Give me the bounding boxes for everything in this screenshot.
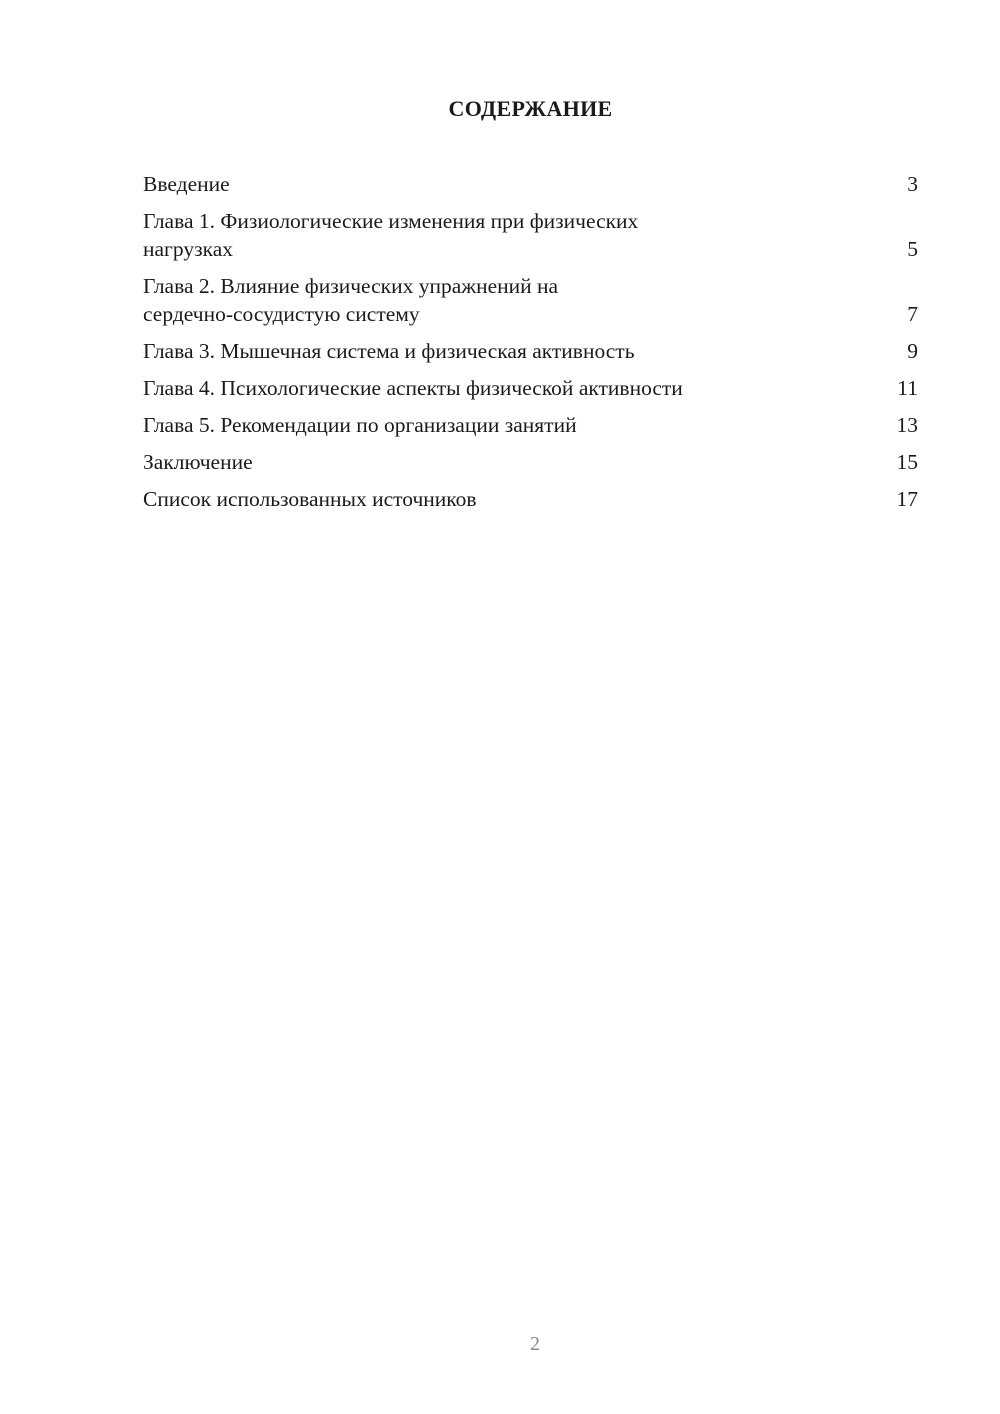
toc-entry-text — [143, 485, 888, 513]
toc-entry-line: Глава 4. Психологические аспекты физической активности — [143, 376, 683, 400]
toc-entry-line: нагрузках — [143, 237, 233, 261]
toc-entry-chapter-5 — [143, 411, 918, 439]
toc-entry-line: Глава 1. Физиологические изменения при физических — [143, 209, 639, 233]
toc-entry-text — [143, 411, 888, 439]
toc-entry-references — [143, 485, 918, 513]
toc-entry-introduction — [143, 170, 918, 198]
toc-entry-chapter-4 — [143, 374, 918, 402]
page-title: СОДЕРЖАНИЕ — [448, 96, 613, 121]
toc-entry-line: сердечно-сосудистую систему — [143, 302, 420, 326]
toc-entry-text — [143, 374, 888, 402]
toc-entry-page: 9 — [907, 339, 918, 363]
toc-entry-line: Список использованных источников — [143, 487, 477, 511]
toc-entry-line: Заключение — [143, 450, 253, 474]
page-number: 2 — [530, 1333, 540, 1355]
toc-entry-chapter-2 — [143, 272, 918, 328]
toc-entry-line: Глава 5. Рекомендации по организации занятий — [143, 413, 577, 437]
toc-entry-chapter-1 — [143, 207, 918, 263]
table-of-contents — [143, 170, 918, 522]
toc-entry-text — [143, 207, 888, 263]
toc-entry-text — [143, 448, 888, 476]
toc-entry-conclusion — [143, 448, 918, 476]
toc-entry-line: Введение — [143, 172, 230, 196]
toc-entry-page: 15 — [896, 450, 918, 474]
toc-entry-page: 3 — [907, 172, 918, 196]
toc-entry-line: Глава 3. Мышечная система и физическая активность — [143, 339, 635, 363]
toc-entry-text — [143, 337, 888, 365]
toc-entry-page: 17 — [896, 487, 918, 511]
toc-entry-page: 13 — [896, 413, 918, 437]
toc-entry-chapter-3 — [143, 337, 918, 365]
toc-entry-page: 5 — [907, 237, 918, 261]
toc-entry-page: 11 — [897, 376, 918, 400]
toc-entry-text — [143, 272, 888, 328]
toc-entry-page: 7 — [907, 302, 918, 326]
toc-entry-text — [143, 170, 888, 198]
toc-entry-line: Глава 2. Влияние физических упражнений на — [143, 274, 559, 298]
